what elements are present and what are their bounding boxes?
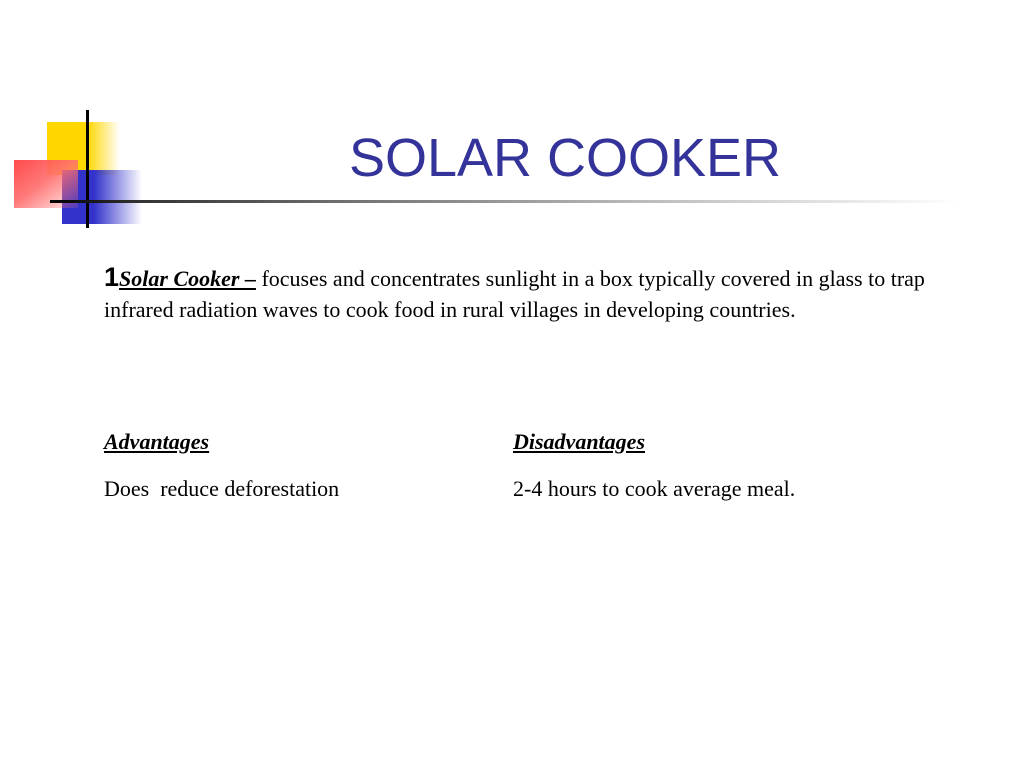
title-divider	[50, 200, 960, 203]
advantages-heading: Advantages	[104, 429, 210, 454]
item-number: 1	[104, 262, 120, 292]
slide-title: SOLAR COOKER	[348, 128, 782, 188]
vertical-rule	[86, 110, 89, 228]
advantage-item: Does reduce deforestation	[104, 476, 340, 501]
disadvantages-column	[513, 428, 795, 503]
advantages-column	[104, 428, 339, 503]
decorative-logo	[0, 0, 160, 240]
disadvantages-heading: Disadvantages	[513, 429, 645, 454]
description-text: focuses and concentrates sunlight in a box typically covered in glass to trap infrared radiation waves to cook food in rural villages in developing countries.	[104, 266, 925, 322]
description-paragraph	[104, 262, 944, 325]
disadvantage-item: 2-4 hours to cook average meal.	[513, 476, 796, 501]
term-label: Solar Cooker –	[119, 266, 256, 291]
